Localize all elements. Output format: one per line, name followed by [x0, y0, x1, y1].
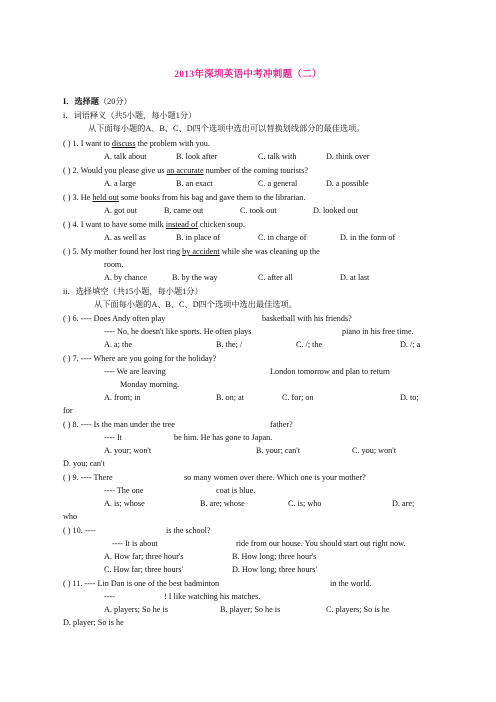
part1-instruction: 从下面每小题的A、B、C、D四个选项中选出可以替换划线部分的最佳选项。: [88, 124, 365, 133]
option-d[interactable]: D. in the form of: [340, 233, 396, 242]
option-c[interactable]: C. took out: [240, 206, 277, 215]
option-c[interactable]: C. in charge of: [258, 233, 307, 242]
option-c[interactable]: C. talk with: [258, 152, 297, 161]
option-a[interactable]: A. as well as: [104, 233, 146, 242]
option-b[interactable]: B. are; whose: [200, 499, 245, 508]
question-9-line2: ---- The one: [104, 486, 144, 495]
option-d[interactable]: D. you; can't: [63, 459, 105, 468]
option-c[interactable]: C. a general: [258, 179, 298, 188]
option-a[interactable]: A. talk about: [104, 152, 147, 161]
underlined-phrase: discuss: [111, 139, 136, 148]
option-d[interactable]: D. to;: [400, 393, 419, 402]
underlined-phrase: an accurate: [166, 166, 204, 175]
option-c[interactable]: C. for; on: [282, 393, 314, 402]
option-a[interactable]: A. is; whose: [104, 499, 145, 508]
question-7-line1: ( ) 7. ---- Where are you going for the holiday?: [63, 354, 217, 363]
question-8-line1: ( ) 8. ---- Is the man under the tree: [63, 420, 175, 429]
question-8-line2-end: be him. He has gone to Japan.: [174, 433, 273, 442]
question-text: ( ) 5. My mother found her lost ring: [63, 247, 183, 256]
question-11-line1: ( ) 11. ---- Lin Dan is one of the best badminton: [63, 579, 220, 588]
question-9-line1-end: so many women over there. Which one is your mother?: [184, 473, 366, 482]
underlined-phrase: by accident: [182, 247, 220, 256]
option-d[interactable]: D. /; a: [400, 340, 421, 349]
question-text: ( ) 3. He: [63, 193, 93, 202]
option-a[interactable]: A. a large: [104, 179, 136, 188]
part1-heading: i．词语释义（共5小题，每小题1分）: [63, 111, 197, 120]
option-b[interactable]: B. on; at: [216, 393, 244, 402]
option-d-wrap: for: [63, 406, 73, 415]
section-heading-note: （20分）: [98, 97, 132, 106]
option-a[interactable]: A. players; So he is: [104, 605, 168, 614]
question-10-line2: ---- It is about: [112, 539, 158, 548]
question-10-line1: ( ) 10. ----: [63, 526, 96, 535]
option-d[interactable]: D. think over: [326, 152, 370, 161]
question-7-line2: ---- We are leaving: [104, 367, 166, 376]
option-b[interactable]: B. your; can't: [256, 446, 300, 455]
option-a[interactable]: A. your; won't: [104, 446, 152, 455]
question-6-line1: ( ) 6. ---- Does Andy often play: [63, 314, 166, 323]
question-6-line2: ---- No, he doesn't like sports. He often plays: [104, 327, 252, 336]
option-a[interactable]: A. How far; three hour's: [104, 552, 184, 561]
option-c[interactable]: C. you; won't: [352, 446, 397, 455]
option-b[interactable]: B. How long; three hour's: [232, 552, 317, 561]
option-a[interactable]: A. by chance: [104, 273, 147, 282]
question-10-line1-end: is the school?: [166, 526, 211, 535]
question-11-line1-end: in the world.: [330, 579, 372, 588]
question-7-line2-end: London tomorrow and plan to return: [270, 367, 390, 376]
question-8-line1-end: father?: [270, 420, 293, 429]
option-d[interactable]: D. How long; three hours': [232, 565, 317, 574]
option-d[interactable]: D. at last: [340, 273, 370, 282]
option-d[interactable]: D. player; So is he: [63, 618, 124, 627]
option-d[interactable]: D. looked out: [313, 206, 358, 215]
option-b[interactable]: B. by the way: [172, 273, 218, 282]
question-9-line2-end: coat is blue.: [216, 486, 256, 495]
option-b[interactable]: B. the; /: [216, 340, 243, 349]
question-10-line2-end: ride from our house. You should start out right now.: [236, 539, 406, 548]
option-c[interactable]: C. is; who: [288, 499, 322, 508]
option-c[interactable]: C. players; So is he: [326, 605, 390, 614]
question-text: ( ) 1. I want to: [63, 139, 112, 148]
option-a[interactable]: A. got out: [104, 206, 137, 215]
question-2: [63, 165, 308, 176]
part2-heading: ii．选择填空（共15小题，每小题1分）: [63, 287, 203, 296]
question-text: ( ) 2. Would you please give us: [63, 166, 167, 175]
question-text-end: chicken soup.: [197, 220, 245, 229]
option-d[interactable]: D. a possible: [326, 179, 369, 188]
option-d-wrap: who: [63, 512, 78, 521]
question-text-end: while she was cleaning up the: [219, 247, 320, 256]
option-b[interactable]: B. in place of: [176, 233, 221, 242]
question-6-line1-end: basketball with his friends?: [262, 314, 352, 323]
option-b[interactable]: B. came out: [164, 206, 204, 215]
option-c[interactable]: C. How far; three hours': [104, 565, 184, 574]
question-7-line3: Monday morning.: [120, 380, 180, 389]
underlined-phrase: held out: [92, 193, 119, 202]
question-text-end: the problem with you.: [135, 139, 210, 148]
question-4: [63, 219, 245, 230]
question-3: [63, 192, 305, 203]
question-text-end: number of the coming tourists?: [203, 166, 308, 175]
option-d[interactable]: D. are;: [392, 499, 415, 508]
option-a[interactable]: A. a; the: [104, 340, 132, 349]
page-title: 2013年深圳英语中考冲刺题（二）: [174, 70, 322, 80]
question-11-line2: ----: [104, 592, 115, 601]
option-a[interactable]: A. from; in: [104, 393, 141, 402]
question-text-end: some books from his bag and gave them to the librarian.: [118, 193, 306, 202]
option-b[interactable]: B. an exact: [176, 179, 213, 188]
option-c[interactable]: C. /; the: [296, 340, 323, 349]
question-11-line2-end: ! I like watching his matches.: [164, 592, 261, 601]
underlined-phrase: instead of: [165, 220, 198, 229]
question-text: ( ) 4. I want to have some milk: [63, 220, 166, 229]
question-5-continued: room.: [104, 260, 124, 269]
question-1: [63, 138, 210, 149]
option-b[interactable]: B. player; So he is: [220, 605, 281, 614]
option-c[interactable]: C. after all: [258, 273, 293, 282]
question-8-line2: ---- It: [104, 433, 122, 442]
question-5: [63, 246, 320, 257]
question-9-line1: ( ) 9. ---- There: [63, 473, 113, 482]
section-heading: [63, 96, 132, 107]
part2-instruction: 从下面每小题的A、B、C、D四个选项中选出最佳选项。: [94, 300, 297, 309]
option-b[interactable]: B. look after: [176, 152, 218, 161]
question-6-line2-end: piano in his free time.: [342, 327, 414, 336]
section-heading-label: I．选择题: [63, 97, 99, 106]
